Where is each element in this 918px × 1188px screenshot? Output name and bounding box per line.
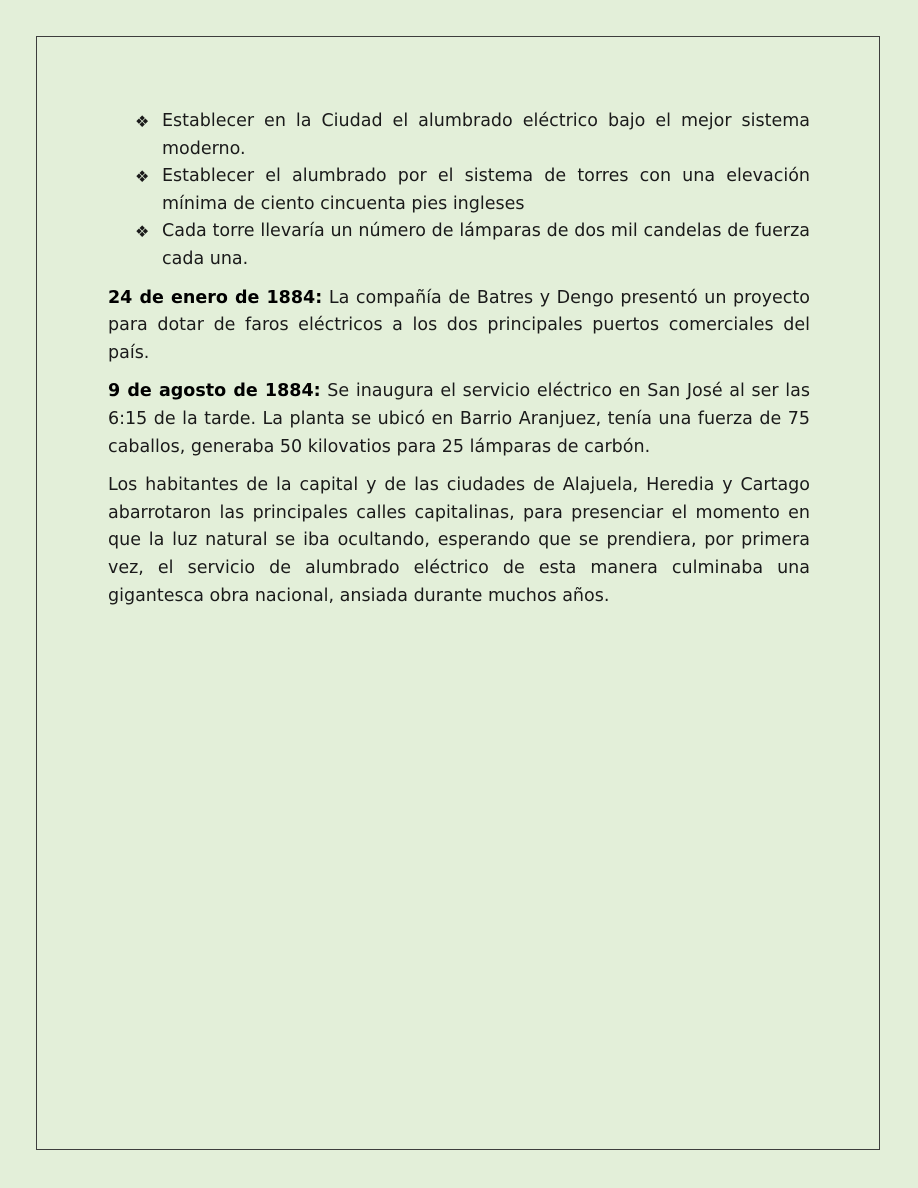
list-item bbox=[135, 218, 810, 273]
diamond-bullet-icon: ❖ bbox=[135, 222, 150, 242]
paragraph-text: Los habitantes de la capital y de las ciudades de Alajuela, Heredia y Cartago abarrotaron las principales calles capitalinas, para presenciar el momento en que la luz natural se iba ocultando, esperando que se prendiera, por primera vez, el servicio de alumbrado eléctrico de esta manera culminaba una gigantesca obra nacional, ansiada durante muchos años. bbox=[108, 475, 810, 606]
bullet-list bbox=[108, 108, 810, 274]
paragraph-text: Se inaugura el servicio eléctrico en San José al ser las 6:15 de la tarde. La planta se ubicó en Barrio Aranjuez, tenía una fuerza de 75 caballos, generaba 50 kilovatios para 25 lámparas de carbón. bbox=[108, 381, 810, 457]
paragraph-date-lead: 9 de agosto de 1884: bbox=[108, 381, 321, 402]
list-item bbox=[135, 108, 810, 163]
paragraph-text: La compañía de Batres y Dengo presentó un proyecto para dotar de faros eléctricos a los dos principales puertos comerciales del país. bbox=[108, 287, 810, 363]
list-item bbox=[135, 163, 810, 218]
diamond-bullet-icon: ❖ bbox=[135, 112, 150, 131]
document-body bbox=[108, 108, 810, 610]
list-item-text: Establecer el alumbrado por el sistema de torres con una elevación mínima de ciento cincuenta pies ingleses bbox=[162, 166, 810, 214]
diamond-bullet-icon: ❖ bbox=[135, 167, 150, 187]
paragraph-january-1884 bbox=[108, 285, 810, 368]
paragraph-august-1884 bbox=[108, 378, 810, 461]
paragraph-date-lead: 24 de enero de 1884: bbox=[108, 287, 323, 308]
paragraph-inhabitants bbox=[108, 472, 810, 610]
list-item-text: Cada torre llevaría un número de lámparas de dos mil candelas de fuerza cada una. bbox=[162, 221, 810, 269]
list-item-text: Establecer en la Ciudad el alumbrado eléctrico bajo el mejor sistema moderno. bbox=[162, 111, 810, 159]
